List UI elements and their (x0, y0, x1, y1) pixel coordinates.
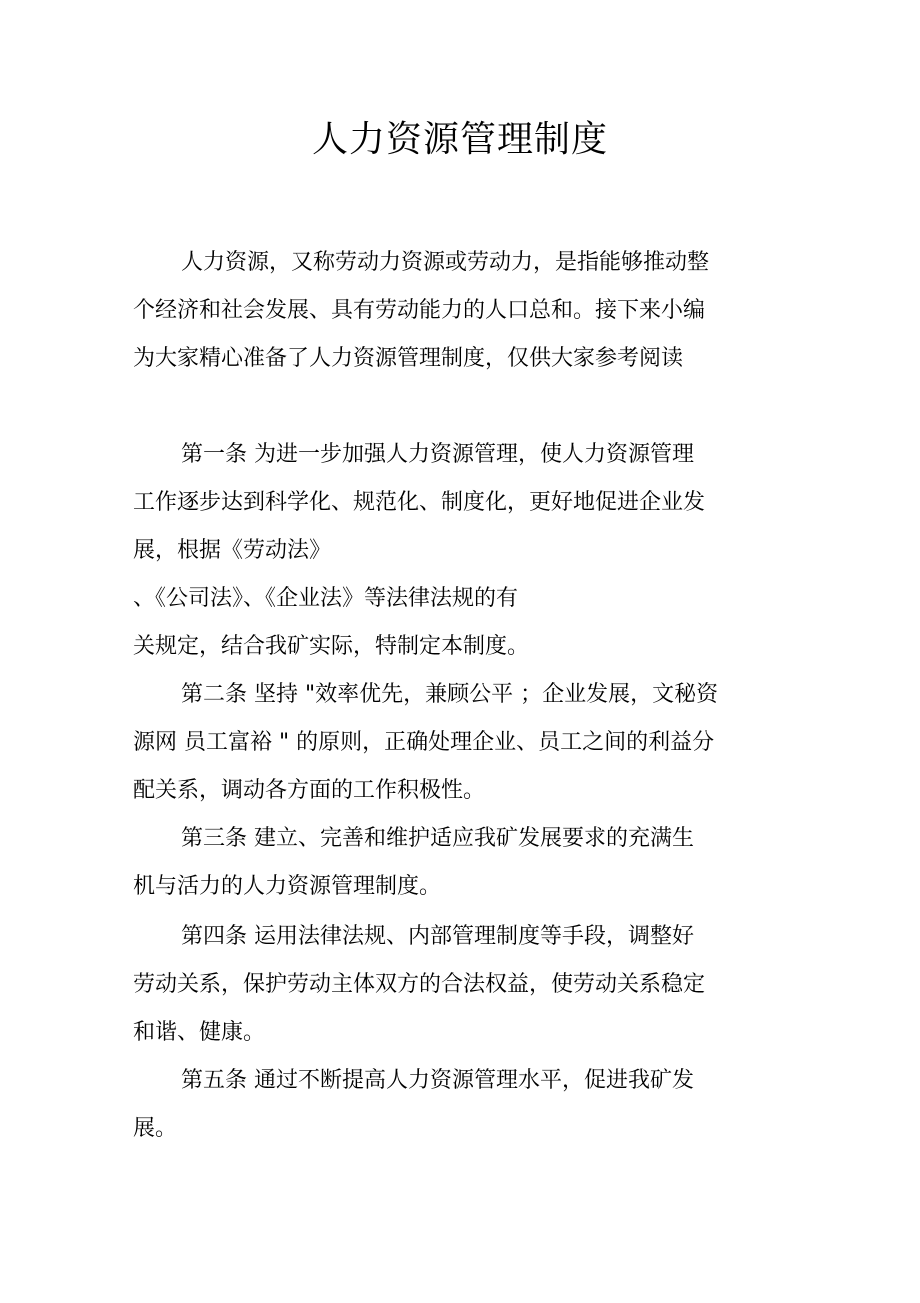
article-5-line-1: 第五条 通过不断提高人力资源管理水平，促进我矿发 (181, 1068, 694, 1093)
intro-line-3: 为大家精心准备了人力资源管理制度，仅供大家参考阅读 (133, 346, 684, 371)
article-1-line-1: 第一条 为进一步加强人力资源管理，使人力资源管理 (181, 442, 694, 467)
article-4-line-3: 和谐、健康。 (133, 1020, 266, 1045)
article-1-line-4: 、《公司法》、《企业法》等法律法规的有 (133, 586, 519, 611)
article-1-line-3: 展，根据《劳动法》 (133, 538, 332, 563)
article-2-line-2: 源网 员工富裕 " 的原则，正确处理企业、员工之间的利益分 (133, 730, 715, 755)
article-2-line-1: 第二条 坚持 "效率优先，兼顾公平 ；企业发展，文秘资 (181, 682, 719, 707)
article-2-line-3: 配关系，调动各方面的工作积极性。 (133, 778, 486, 803)
intro-line-1: 人力资源，又称劳动力资源或劳动力，是指能够推动整 (181, 250, 710, 275)
article-3-line-1: 第三条 建立、完善和维护适应我矿发展要求的充满生 (181, 826, 694, 851)
intro-line-2: 个经济和社会发展、具有劳动能力的人口总和。接下来小编 (133, 298, 706, 323)
article-4-line-1: 第四条 运用法律法规、内部管理制度等手段，调整好 (181, 924, 694, 949)
article-1-line-2: 工作逐步达到科学化、规范化、制度化，更好地促进企业发 (133, 490, 706, 515)
article-3-line-2: 机与活力的人力资源管理制度。 (133, 874, 442, 899)
article-5-line-2: 展。 (133, 1116, 178, 1141)
article-1-line-5: 关规定，结合我矿实际，特制定本制度。 (133, 634, 530, 659)
article-4-line-2: 劳动关系，保护劳动主体双方的合法权益，使劳动关系稳定 (133, 972, 706, 997)
page-title: 人力资源管理制度 (311, 119, 608, 160)
